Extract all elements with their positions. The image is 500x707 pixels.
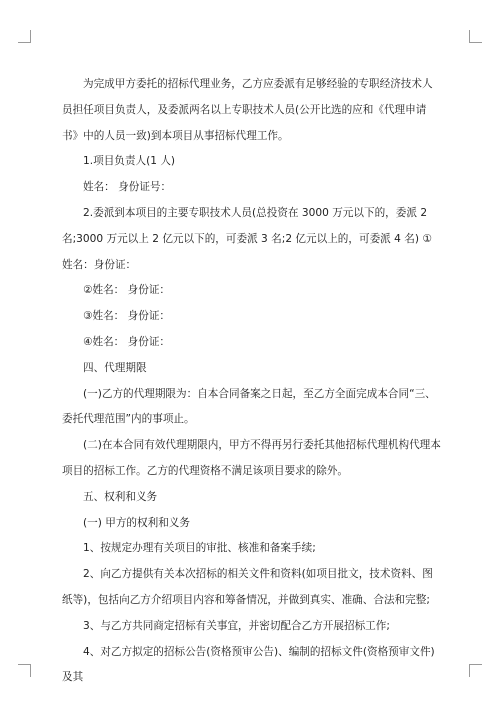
crop-mark-top-left xyxy=(18,30,31,43)
subsection-heading-party-a: (一) 甲方的权利和义务 xyxy=(83,516,190,529)
section-heading-rights: 五、权利和义务 xyxy=(83,490,158,503)
paragraph-project-lead-fields: 姓名： 身份证号： xyxy=(83,181,172,194)
paragraph-duty-1: 1、按规定办理有关项目的审批、核准和备案手续; xyxy=(83,542,316,555)
section-heading-agency-term: 四、代理期限 xyxy=(83,361,147,374)
paragraph-technical-staff: 2.委派到本项目的主要专职技术人员(总投资在 3000 万元以下的，委派 2 名;3000 万元以上 2 亿元以下的，可委派 3 名;2 亿元以上的，可委派 4 名) ① 姓名：身份证： xyxy=(62,206,432,271)
paragraph-staff-3: ③姓名： 身份证： xyxy=(83,310,171,323)
crop-mark-bottom-right xyxy=(469,664,482,677)
paragraph-staff-4: ④姓名： 身份证： xyxy=(83,335,171,348)
paragraph-term-1: (一)乙方的代理期限为：自本合同备案之日起，至乙方全面完成本合同“三、委托代理范围”内的事项止。 xyxy=(62,387,436,426)
paragraph-duty-3: 3、与乙方共同商定招标有关事宜，并密切配合乙方开展招标工作; xyxy=(83,619,390,632)
crop-mark-bottom-left xyxy=(18,664,31,677)
paragraph-staff-2: ②姓名： 身份证： xyxy=(83,284,171,297)
paragraph-duty-4: 4、对乙方拟定的招标公告(资格预审公告)、编制的招标文件(资格预审文件)及其 xyxy=(62,645,435,684)
paragraph-term-2: (二)在本合同有效代理期限内，甲方不得再另行委托其他招标代理机构代理本项目的招标工作。乙方的代理资格不满足该项目要求的除外。 xyxy=(62,439,441,477)
paragraph-duty-2: 2、向乙方提供有关本次招标的相关文件和资料(如项目批文，技术资料、图纸等)，包括向乙方介绍项目内容和筹备情况，并做到真实、准确、合法和完整; xyxy=(62,568,433,606)
crop-mark-top-right xyxy=(469,30,482,43)
paragraph-intro: 为完成甲方委托的招标代理业务，乙方应委派有足够经验的专职经济技术人员担任项目负责人，及委派两名以上专职技术人员(公开比选的应和《代理申请书》中的人员一致)到本项目从事招标代理工作。 xyxy=(62,78,433,142)
paragraph-project-lead-heading: 1.项目负责人(1 人) xyxy=(83,155,176,168)
document-body xyxy=(62,72,442,691)
